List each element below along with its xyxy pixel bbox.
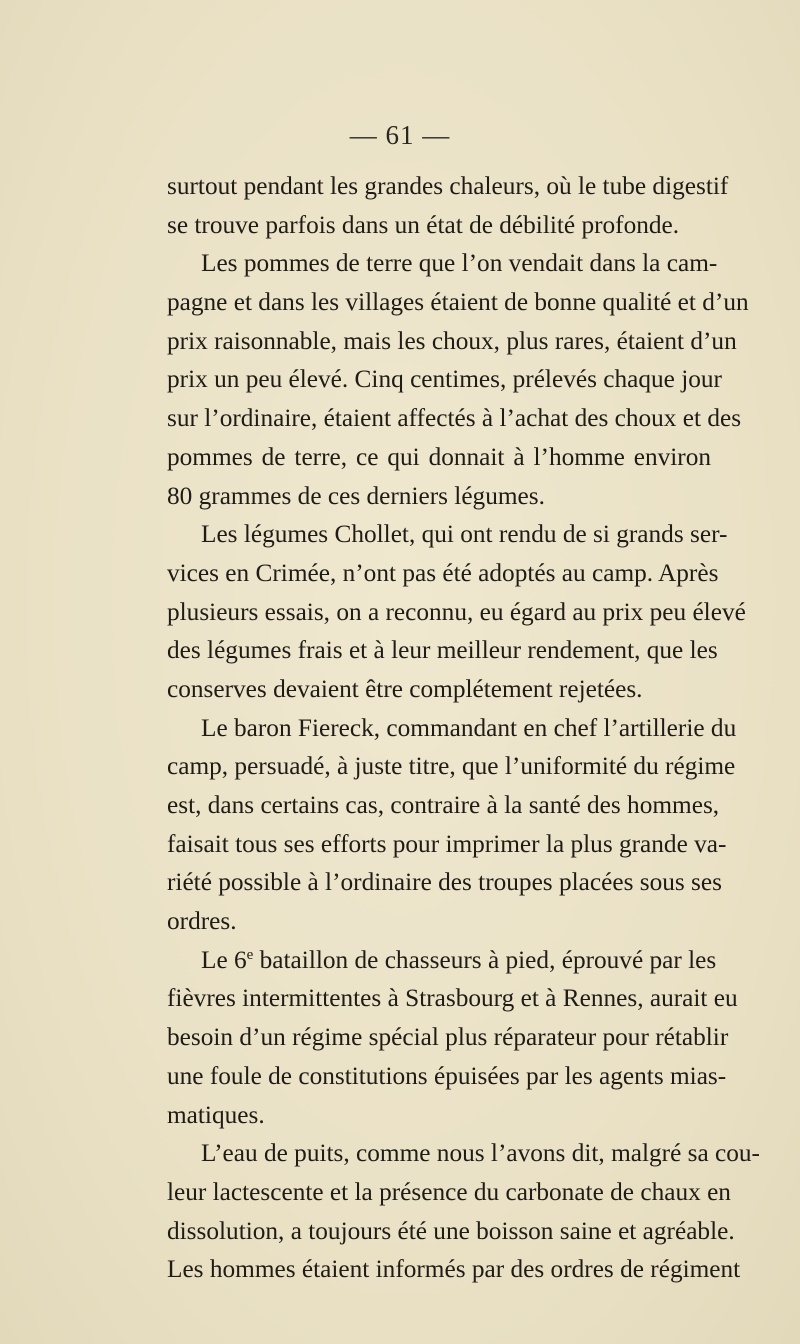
text-line: faisait tous ses efforts pour imprimer la plus grande va- — [167, 829, 727, 858]
text-line — [167, 941, 717, 980]
text-line: Les légumes Chollet, qui ont rendu de si grands ser- — [201, 520, 728, 549]
text-line: dissolution, a toujours été une boisson saine et agréable. — [167, 1216, 735, 1245]
text-line: L’eau de puits, comme nous l’avons dit, malgré sa cou- — [201, 1139, 760, 1168]
text-segment: bataillon de chasseurs à pied, éprouvé par les — [259, 945, 717, 974]
text-line: 80 grammes de ces derniers légumes. — [167, 481, 545, 510]
text-line: leur lactescente et la présence du carbonate de chaux en — [167, 1177, 731, 1206]
text-line: pommes de terre, ce qui donnait à l’homme environ — [167, 442, 711, 471]
text-line: Les hommes étaient informés par des ordres de régiment — [167, 1255, 741, 1284]
text-line: riété possible à l’ordinaire des troupes placées sous ses — [167, 868, 722, 897]
text-line: surtout pendant les grandes chaleurs, où le tube digestif — [167, 172, 729, 200]
page-number: — 61 — — [349, 120, 451, 150]
text-line: sur l’ordinaire, étaient affectés à l’achat des choux et des — [167, 404, 742, 433]
text-line: besoin d’un régime spécial plus réparateur pour rétablir — [167, 1023, 729, 1052]
text-line: est, dans certains cas, contraire à la santé des hommes, — [167, 791, 720, 819]
text-line: camp, persuadé, à juste titre, que l’uniformité du régime — [167, 752, 736, 781]
text-line: Les pommes de terre que l’on vendait dans la cam- — [201, 249, 718, 278]
text-line: Le baron Fiereck, commandant en chef l’artillerie du — [201, 713, 737, 742]
text-line: une foule de constitutions épuisées par les agents mias- — [167, 1061, 727, 1090]
body-text — [167, 167, 760, 1289]
text-line: des légumes frais et à leur meilleur rendement, que les — [167, 636, 718, 665]
text-line: se trouve parfois dans un état de débilité profonde. — [167, 210, 680, 239]
text-line: pagne et dans les villages étaient de bonne qualité et d’un — [167, 288, 749, 317]
text-line: plusieurs essais, on a reconnu, eu égard au prix peu élevé — [167, 597, 746, 626]
text-line: ordres. — [167, 907, 237, 936]
text-line: prix raisonnable, mais les choux, plus rares, étaient d’un — [167, 326, 737, 355]
text-line: prix un peu élevé. Cinq centimes, prélevés chaque jour — [167, 365, 722, 394]
battalion-number: Le 6 — [201, 945, 247, 974]
text-line: vices en Crimée, n’ont pas été adoptés au camp. Après — [167, 558, 719, 587]
text-line: fièvres intermittentes à Strasbourg et à Rennes, aurait eu — [167, 984, 738, 1013]
text-line: conserves devaient être complétement rejetées. — [167, 674, 643, 703]
text-line: matiques. — [167, 1100, 265, 1129]
ordinal-suffix: e — [246, 946, 254, 963]
